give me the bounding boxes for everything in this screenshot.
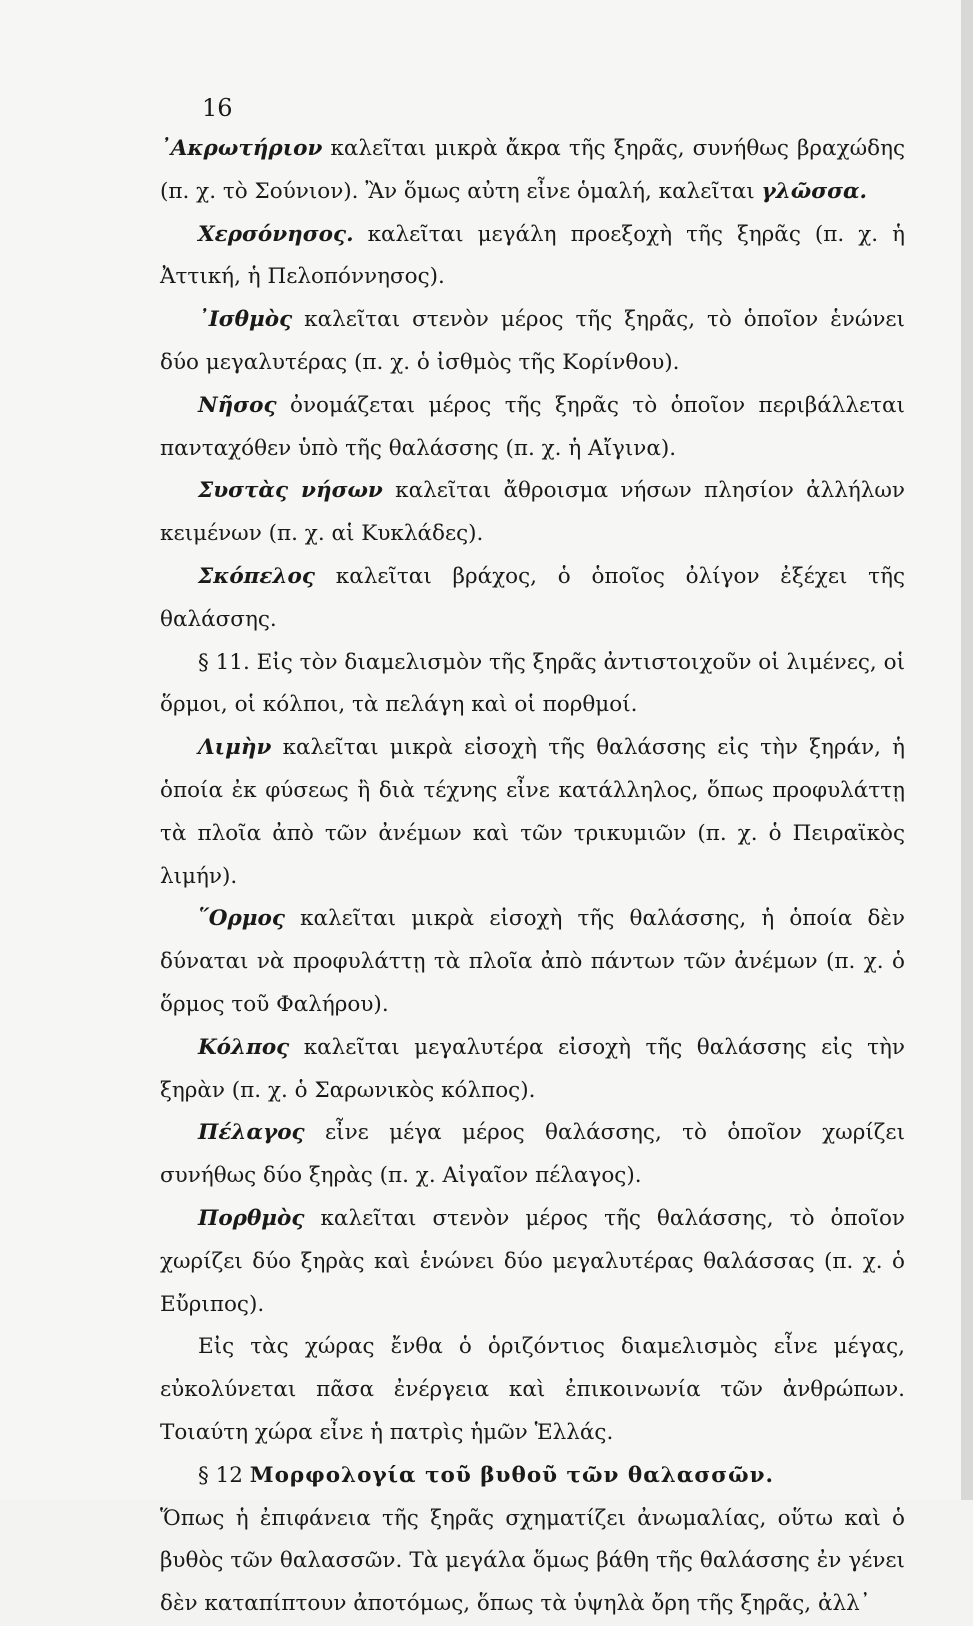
term: γλῶσσα. bbox=[761, 178, 867, 204]
term: Πέλαγος bbox=[198, 1120, 305, 1146]
paragraph-section-11 bbox=[160, 642, 905, 728]
term: ᾿Ισθμὸς bbox=[198, 307, 293, 333]
definition-text: καλεῖται μεγαλυτέρα εἰσοχὴ τῆς θαλάσσης εἰς τὴν ξηρὰν (π. χ. ὁ Σαρωνικὸς κόλπος). bbox=[160, 1034, 905, 1103]
paragraph-systas bbox=[160, 470, 905, 556]
definition-text: καλεῖται μικρὰ εἰσοχὴ τῆς θαλάσσης, ἡ ὁποία δὲν δύναται νὰ προφυλάττῃ τὰ πλοῖα ἀπὸ πάντων τῶν ἀνέμων (π. χ. ὁ ὅρμος τοῦ Φαλήρου). bbox=[160, 906, 905, 1017]
page-number: 16 bbox=[202, 94, 233, 122]
term: ῞Ορμος bbox=[198, 906, 285, 932]
definition-text: καλεῖται στενὸν μέρος τῆς θαλάσσης, τὸ ὁποῖον χωρίζει δύο ξηρὰς καὶ ἑνώνει δύο μεγαλυτέρας θαλάσσας (π. χ. ὁ Εὔριπος). bbox=[160, 1205, 905, 1317]
paragraph-porthmos bbox=[160, 1198, 905, 1326]
definition-text: καλεῖται βράχος, ὁ ὁποῖος ὀλίγον ἐξέχει τῆς θαλάσσης. bbox=[160, 563, 905, 632]
body-text bbox=[160, 128, 905, 1626]
paragraph-pelagos bbox=[160, 1112, 905, 1198]
definition-text: εἶνε μέγα μέρος θαλάσσης, τὸ ὁποῖον χωρίζει συνήθως δύο ξηρὰς (π. χ. Αἰγαῖον πέλαγος). bbox=[160, 1120, 905, 1189]
section-marker: § 12 bbox=[198, 1462, 243, 1488]
term: ᾿Ακρωτήριον bbox=[160, 136, 323, 161]
section-title: Μορφολογία τοῦ βυθοῦ τῶν θαλασσῶν. bbox=[249, 1462, 774, 1488]
paragraph-nisos bbox=[160, 385, 905, 471]
term: Κόλπος bbox=[198, 1034, 290, 1060]
definition-text: καλεῖται ἄθροισμα νήσων πλησίον ἀλλήλων κειμένων (π. χ. αἱ Κυκλάδες). bbox=[160, 478, 905, 547]
term: Χερσόνησος. bbox=[198, 221, 354, 247]
paragraph-conclusion bbox=[160, 1326, 905, 1454]
paragraph-limin bbox=[160, 727, 905, 898]
definition-text: καλεῖται μικρὰ ἄκρα τῆς ξηρᾶς, συνήθως βραχώδης (π. χ. τὸ Σούνιον). Ἂν ὅμως αὐτη εἶνε ὁμαλή, καλεῖται bbox=[160, 136, 905, 204]
paragraph-chersonisos bbox=[160, 214, 905, 300]
paragraph-akrotirion bbox=[160, 128, 905, 214]
definition-text: καλεῖται μικρὰ εἰσοχὴ τῆς θαλάσσης εἰς τὴν ξηράν, ἡ ὁποία ἐκ φύσεως ἢ διὰ τέχνης εἶνε κατάλληλος, ὅπως προφυλάττῃ τὰ πλοῖα ἀπὸ τῶν ἀνέμων καὶ τῶν τρικυμιῶν (π. χ. ὁ Πειραϊκὸς λιμήν). bbox=[160, 735, 905, 889]
definition-text: καλεῖται στενὸν μέρος τῆς ξηρᾶς, τὸ ὁποῖον ἑνώνει δύο μεγαλυτέρας (π. χ. ὁ ἰσθμὸς τῆς Κορίνθου). bbox=[160, 307, 905, 375]
page-edge bbox=[961, 0, 973, 1500]
term: Σκόπελος bbox=[198, 563, 315, 589]
paragraph-section-12 bbox=[160, 1498, 905, 1626]
definition-text: καλεῖται μεγάλη προεξοχὴ τῆς ξηρᾶς (π. χ. ἡ Ἀττική, ἡ Πελοπόννησος). bbox=[160, 221, 905, 290]
term: Λιμὴν bbox=[198, 735, 272, 761]
body-text: Ὅπως ἡ ἐπιφάνεια τῆς ξηρᾶς σχηματίζει ἀνωμαλίας, οὕτω καὶ ὁ βυθὸς τῶν θαλασσῶν. Τὰ μεγάλα ὅμως βάθη τῆς θαλάσσης ἐν γένει δὲν καταπίπτουν ἀποτόμως, ὅπως τὰ ὑψηλὰ ὄρη τῆς ξηρᾶς, ἀλλ᾿ bbox=[160, 1505, 905, 1617]
body-text: Εἰς τὰς χώρας ἔνθα ὁ ὁριζόντιος διαμελισμὸς εἶνε μέγας, εὐκολύνεται πᾶσα ἐνέργεια καὶ ἐπικοινωνία τῶν ἀνθρώπων. Τοιαύτη χώρα εἶνε ἡ πατρὶς ἡμῶν Ἑλλάς. bbox=[160, 1334, 905, 1445]
paragraph-kolpos bbox=[160, 1027, 905, 1113]
term: Συστὰς νήσων bbox=[198, 478, 383, 504]
paragraph-isthmos bbox=[160, 299, 905, 385]
term: Πορθμὸς bbox=[198, 1205, 305, 1231]
section-marker: § 11. bbox=[198, 649, 250, 675]
paragraph-ormos bbox=[160, 898, 905, 1026]
section-12-heading bbox=[160, 1455, 905, 1498]
term: Νῆσος bbox=[198, 392, 277, 418]
paragraph-skopelos bbox=[160, 556, 905, 642]
definition-text: ὀνομάζεται μέρος τῆς ξηρᾶς τὸ ὁποῖον περιβάλλεται πανταχόθεν ὑπὸ τῆς θαλάσσης (π. χ. ἡ Αἴγινα). bbox=[160, 392, 905, 461]
definition-text: Εἰς τὸν διαμελισμὸν τῆς ξηρᾶς ἀντιστοιχοῦν οἱ λιμένες, οἱ ὅρμοι, οἱ κόλποι, τὰ πελάγη καὶ οἱ πορθμοί. bbox=[160, 649, 905, 718]
